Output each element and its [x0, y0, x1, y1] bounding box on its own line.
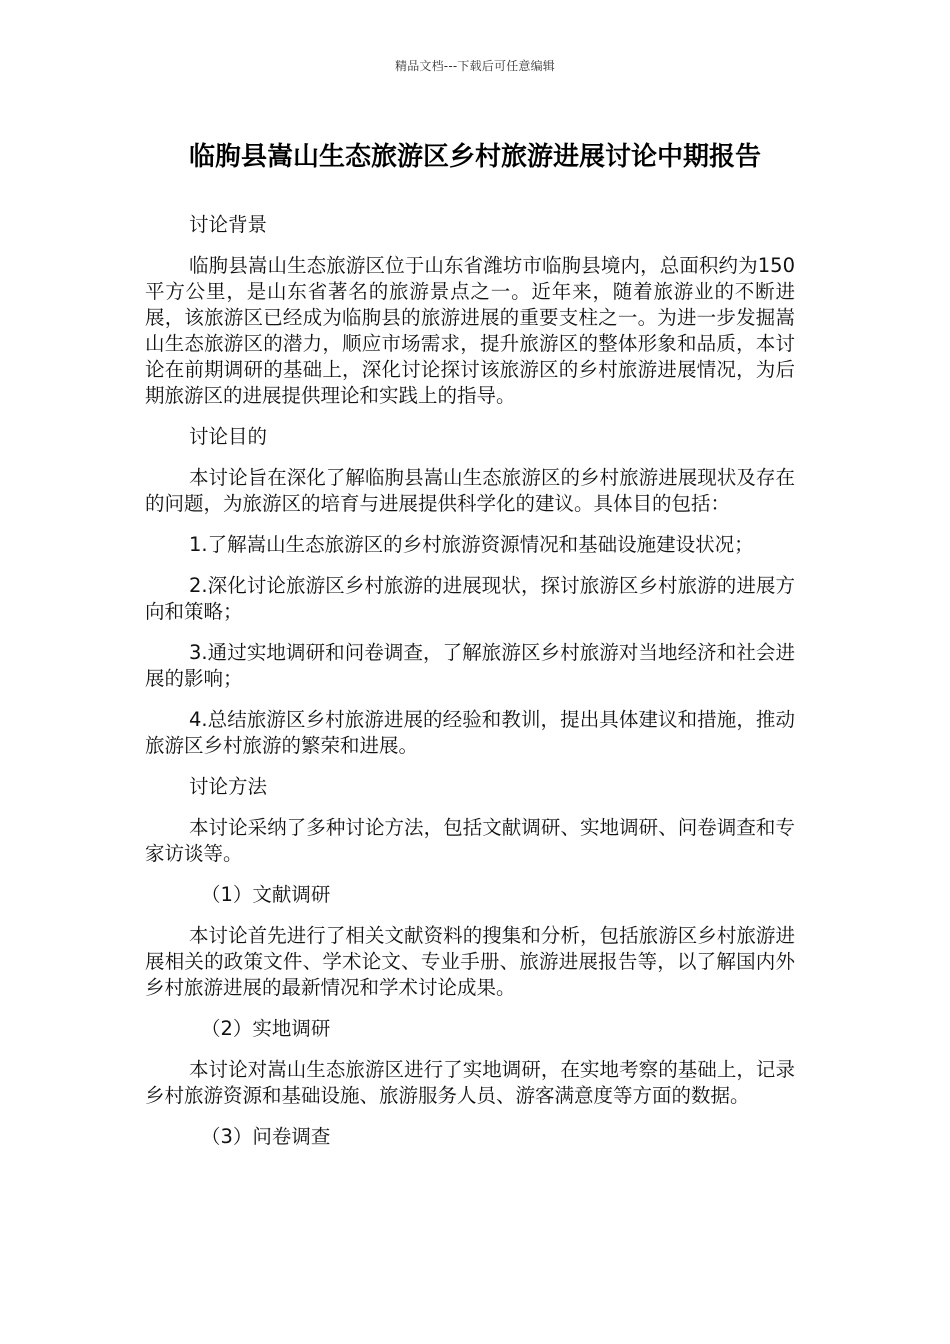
section-heading-method: 讨论方法	[189, 775, 268, 798]
page-header: 精品文档---下载后可任意编辑	[395, 59, 555, 73]
subheading-questionnaire-survey: （3）问卷调查	[201, 1125, 331, 1148]
purpose-item-3: 3.通过实地调研和问卷调查，了解旅游区乡村旅游对当地经济和社会进展的影响；	[145, 641, 795, 690]
paragraph-purpose: 本讨论旨在深化了解临朐县嵩山生态旅游区的乡村旅游进展现状及存在的问题，为旅游区的培育与进展提供科学化的建议。具体目的包括：	[145, 466, 795, 515]
purpose-item-4: 4.总结旅游区乡村旅游进展的经验和教训，提出具体建议和措施，推动旅游区乡村旅游的繁荣和进展。	[145, 708, 795, 757]
purpose-item-1: 1.了解嵩山生态旅游区的乡村旅游资源情况和基础设施建设状况；	[189, 533, 754, 556]
purpose-item-2: 2.深化讨论旅游区乡村旅游的进展现状，探讨旅游区乡村旅游的进展方向和策略；	[145, 574, 795, 623]
paragraph-background: 临朐县嵩山生态旅游区位于山东省潍坊市临朐县境内，总面积约为150平方公里，是山东省著名的旅游景点之一。近年来，随着旅游业的不断进展，该旅游区已经成为临朐县的旅游进展的重要支柱之一。为进一步发掘嵩山生态旅游区的潜力，顺应市场需求，提升旅游区的整体形象和品质，本讨论在前期调研的基础上，深化讨论探讨该旅游区的乡村旅游进展情况，为后期旅游区的进展提供理论和实践上的指导。	[145, 254, 795, 407]
paragraph-field-research: 本讨论对嵩山生态旅游区进行了实地调研，在实地考察的基础上，记录乡村旅游资源和基础设施、旅游服务人员、游客满意度等方面的数据。	[145, 1058, 795, 1107]
paragraph-literature-research: 本讨论首先进行了相关文献资料的搜集和分析，包括旅游区乡村旅游进展相关的政策文件、学术论文、专业手册、旅游进展报告等，以了解国内外乡村旅游进展的最新情况和学术讨论成果。	[145, 924, 795, 999]
section-heading-background: 讨论背景	[189, 213, 268, 236]
document-body	[145, 212, 795, 1165]
paragraph-method: 本讨论采纳了多种讨论方法，包括文献调研、实地调研、问卷调查和专家访谈等。	[145, 816, 795, 865]
section-heading-purpose: 讨论目的	[189, 425, 268, 448]
subheading-literature-research: （1）文献调研	[201, 883, 331, 906]
document-title: 临朐县嵩山生态旅游区乡村旅游进展讨论中期报告	[188, 142, 761, 172]
subheading-field-research: （2）实地调研	[201, 1017, 331, 1040]
